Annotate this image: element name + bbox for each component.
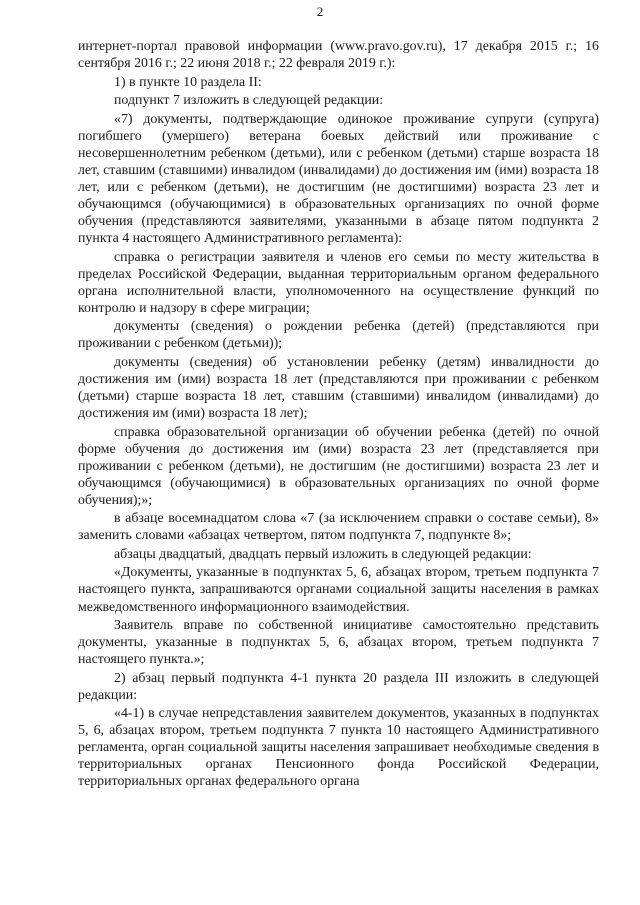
- paragraph: 2) абзац первый подпункта 4-1 пункта 20 раздела III изложить в следующей редакции:: [78, 670, 599, 703]
- paragraph: «4-1) в случае непредставления заявителем документов, указанных в подпунктах 5, 6, абзацах втором, третьем подпункта 7 пункта 10 настоящего Административного регламента, орган социальной защиты населения запрашивает необходимые сведения в территориальных органах Пенсионного фонда Российской Федерации, территориальных органах федерального органа: [78, 706, 599, 790]
- paragraph: Заявитель вправе по собственной инициативе самостоятельно представить документы, указанные в подпунктах 5, 6, абзацах втором, третьем подпункта 7 настоящего пункта.»;: [78, 618, 599, 668]
- page-number: 2: [316, 4, 324, 19]
- paragraph: подпункт 7 изложить в следующей редакции:: [114, 93, 384, 109]
- paragraph: в абзаце восемнадцатом слова «7 (за исключением справки о составе семьи), 8» заменить словами «абзацах четвертом, пятом подпункта 7, подпункте 8»;: [78, 511, 599, 544]
- paragraph: справка о регистрации заявителя и членов его семьи по месту жительства в пределах Российской Федерации, выданная территориальным органом федерального органа исполнительной власти, уполномоченного на осуществление функций по контролю и надзору в сфере миграции;: [78, 249, 599, 316]
- paragraph: «Документы, указанные в подпунктах 5, 6, абзацах втором, третьем подпункта 7 настоящего пункта, запрашиваются органами социальной защиты населения в рамках межведомственного информационного взаимодействия.: [78, 565, 599, 615]
- paragraph: интернет-портал правовой информации (www.pravo.gov.ru), 17 декабря 2015 г.; 16 сентября 2016 г.; 22 июня 2018 г.; 22 февраля 2019 г.):: [78, 39, 599, 72]
- paragraph: документы (сведения) о рождении ребенка (детей) (представляются при проживании с ребенком (детьми));: [78, 319, 599, 352]
- paragraph: 1) в пункте 10 раздела II:: [114, 74, 262, 90]
- paragraph: справка образовательной организации об обучении ребенка (детей) по очной форме обучения до достижения им (ими) возраста 23 лет (представляется при проживании с ребенком (детьми), не достигшим (не достигшими) возраста 23 лет и обучающимся (обучающимися) в образовательных организациях по очной форме обучения);»;: [78, 424, 599, 508]
- paragraph: документы (сведения) об установлении ребенку (детям) инвалидности до достижения им (ими) возраста 18 лет (представляются при проживании с ребенком (детьми) старше возраста 18 лет, ставшим (ставшими) инвалидом (инвалидами) до достижения им (ими) возраста 18 лет);: [78, 354, 599, 421]
- document-body: [78, 38, 599, 791]
- paragraph: «7) документы, подтверждающие одинокое проживание супруги (супруга) погибшего (умершего) ветерана боевых действий или проживание с несовершеннолетним ребенком (детьми), или с ребенком (детьми) старше возраста 18 лет, ставшим (ставшими) инвалидом (инвалидами) до достижения им (ими) возраста 18 лет, или с ребенком (детьми), не достигшим (не достигшими) возраста 23 лет и обучающимся (обучающимися) в образовательных организациях по очной форме обучения (представляются заявителями, указанными в абзаце пятом подпункта 2 пункта 4 настоящего Административного регламента):: [78, 111, 599, 247]
- paragraph: абзацы двадцатый, двадцать первый изложить в следующей редакции:: [114, 546, 532, 562]
